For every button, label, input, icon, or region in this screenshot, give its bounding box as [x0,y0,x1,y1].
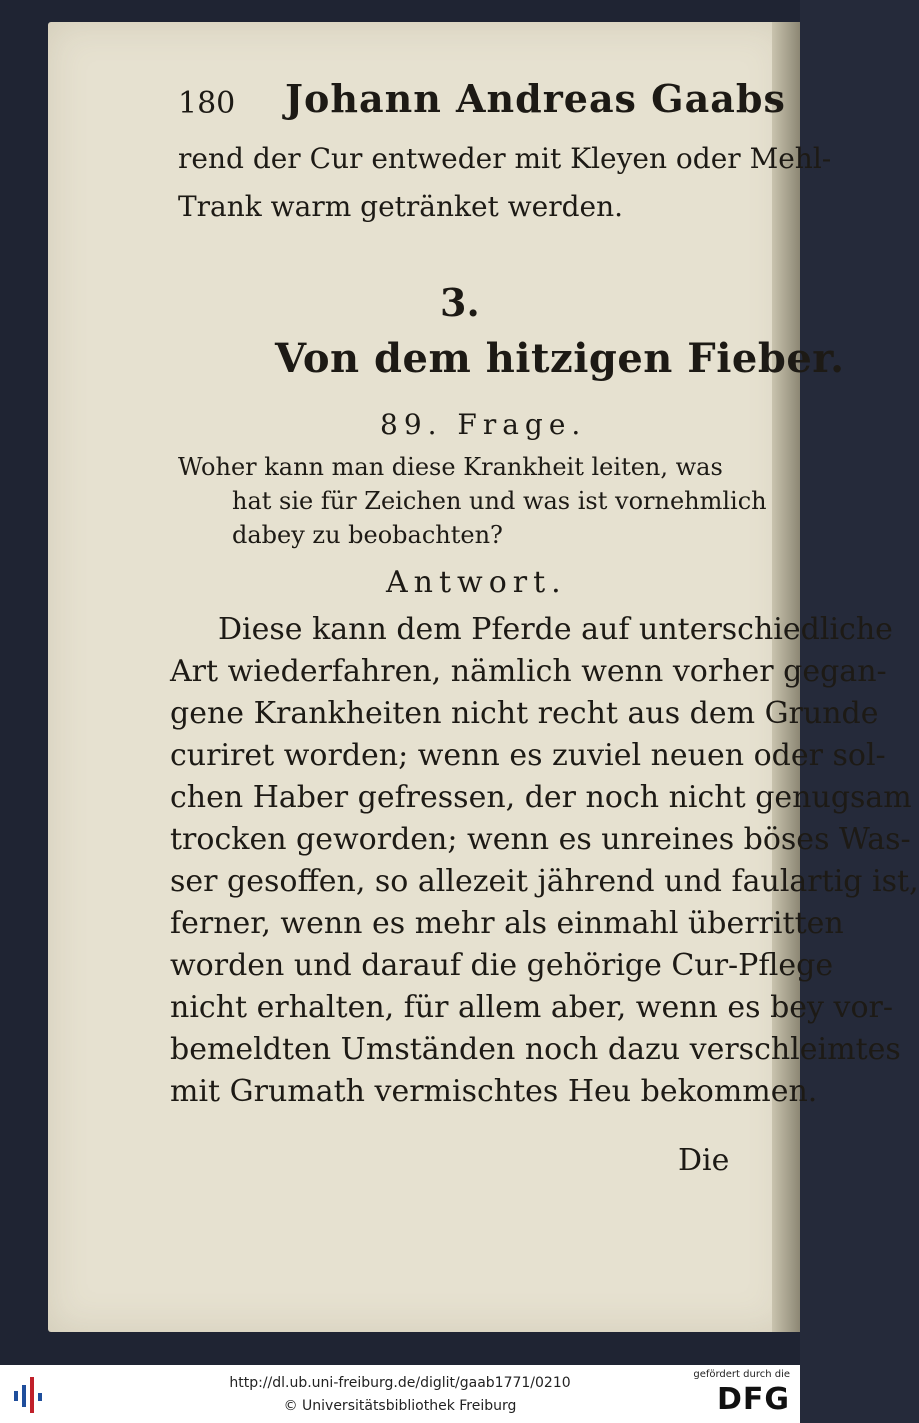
section-number: 3. [440,280,480,325]
question-heading: 89. Frage. [380,408,587,441]
question-line: Woher kann man diese Krankheit leiten, was [178,453,723,481]
answer-line: Art wiederfahren, nämlich wenn vorher gegan- [170,654,887,689]
answer-line: bemeldten Umständen noch dazu verschleimtes [170,1032,901,1067]
answer-line: trocken geworden; wenn es unreines böses Was- [170,822,911,857]
viewer-footer [0,1365,800,1423]
answer-line: ferner, wenn es mehr als einmahl überritten [170,906,844,941]
answer-line: gene Krankheiten nicht recht aus dem Grunde [170,696,879,731]
answer-line: worden und darauf die gehörige Cur-Pflege [170,948,834,983]
text-line: rend der Cur entweder mit Kleyen oder Mehl- [178,142,832,175]
funding-note: gefördert durch die [693,1369,790,1380]
dfg-logo[interactable]: DFG [716,1382,790,1417]
copyright-notice: © Universitätsbibliothek Freiburg [283,1398,517,1414]
catchword: Die [678,1143,730,1178]
running-head: Johann Andreas Gaabs [285,76,786,121]
answer-line: ser gesoffen, so allezeit jährend und faulartig ist, [170,864,919,899]
page-number: 180 [178,86,236,121]
section-title: Von dem hitzigen Fieber. [275,335,845,382]
answer-heading: Antwort. [386,565,567,600]
answer-line: chen Haber gefressen, der noch nicht genugsam [170,780,912,815]
permalink-url[interactable]: http://dl.ub.uni-freiburg.de/diglit/gaab1771/0210 [229,1375,571,1391]
question-line: dabey zu beobachten? [232,521,503,549]
answer-line: Diese kann dem Pferde auf unterschiedliche [218,612,893,647]
answer-line: nicht erhalten, für allem aber, wenn es bey vor- [170,990,894,1025]
answer-line: mit Grumath vermischtes Heu bekommen. [170,1074,818,1109]
text-line: Trank warm getränket werden. [178,190,624,223]
answer-line: curiret worden; wenn es zuviel neuen oder sol- [170,738,886,773]
question-line: hat sie für Zeichen und was ist vornehmlich [232,487,767,515]
